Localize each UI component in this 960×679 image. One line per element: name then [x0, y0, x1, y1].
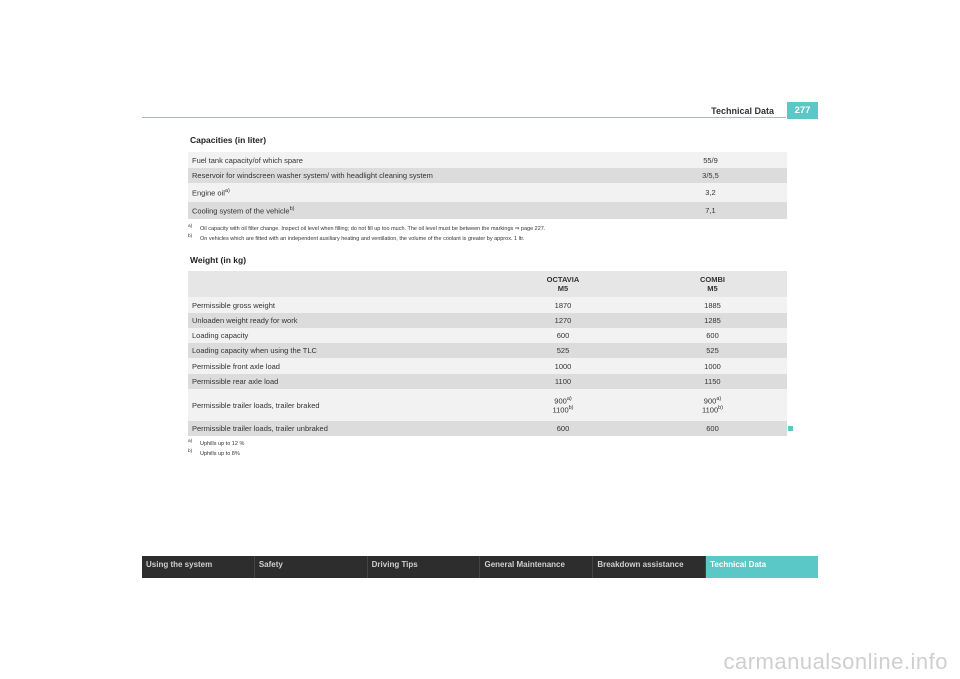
capacities-title: Capacities (in liter): [190, 135, 267, 145]
row-label: Permissible front axle load: [188, 358, 488, 374]
footnote-ref: a): [224, 187, 230, 194]
table-row: [188, 389, 787, 421]
footnote-mark: a): [188, 224, 193, 229]
column-header-line: M5: [557, 284, 569, 293]
row-value-combi: 600: [638, 421, 787, 436]
row-value-octavia: 1870: [488, 297, 638, 313]
row-value: 7,1: [634, 202, 787, 219]
value: 900: [554, 396, 567, 405]
header-empty-cell: [188, 271, 488, 297]
footnote-ref: a): [566, 395, 572, 402]
row-label: Loading capacity: [188, 328, 488, 343]
value: 900: [703, 396, 717, 405]
footer-tab-driving-tips[interactable]: Driving Tips: [368, 556, 481, 578]
row-label-cell: [188, 183, 634, 202]
value-line: [492, 396, 634, 406]
table-row: [188, 152, 787, 168]
row-label: Permissible rear axle load: [188, 374, 488, 389]
row-value-octavia: 1100: [488, 374, 638, 389]
row-value-octavia: 600: [488, 421, 638, 436]
footnote-text: Uphills up to 8%: [200, 451, 240, 457]
value: 1100: [552, 405, 569, 415]
row-label: Reservoir for windscreen washer system/ with headlight cleaning system: [188, 168, 634, 183]
row-label: Loading capacity when using the TLC: [188, 343, 488, 358]
row-value-combi: 600: [638, 328, 787, 343]
table-row: [188, 183, 787, 202]
row-value-octavia: 600: [488, 328, 638, 343]
value-line: [642, 405, 783, 415]
footnote-text: On vehicles which are fitted with an independent auxiliary heating and ventilation, the volume of the coolant is greater by approx. 1 ltr.: [200, 236, 525, 242]
row-label: Permissible trailer loads, trailer unbraked: [188, 421, 488, 436]
row-value-combi: 1150: [638, 374, 787, 389]
row-value: 3/5,5: [634, 168, 787, 183]
table-row: [188, 202, 787, 219]
footnote-ref: b): [568, 405, 574, 411]
footer-tab-using-the-system[interactable]: Using the system: [142, 556, 255, 578]
weight-table: [188, 271, 787, 436]
row-value-octavia: [488, 389, 638, 421]
footer-tab-safety[interactable]: Safety: [255, 556, 368, 578]
row-label: Unloaden weight ready for work: [188, 313, 488, 328]
row-value: 55/9: [634, 152, 787, 168]
table-row: [188, 374, 787, 389]
table-header-row: [188, 271, 787, 297]
footnote-mark: b): [188, 234, 193, 239]
footer-tab-general-maintenance[interactable]: General Maintenance: [480, 556, 593, 578]
row-label: Engine oil: [192, 188, 225, 198]
row-label: Cooling system of the vehicle: [192, 206, 290, 216]
row-value-octavia: 525: [488, 343, 638, 358]
row-value-combi: 525: [638, 343, 787, 358]
row-value: 3,2: [634, 183, 787, 202]
row-label: Permissible trailer loads, trailer braked: [188, 389, 488, 421]
row-label: Permissible gross weight: [188, 297, 488, 313]
table-row: [188, 297, 787, 313]
capacities-table: [188, 152, 787, 219]
page-number: 277: [787, 102, 818, 119]
table-row: [188, 358, 787, 374]
table-row: [188, 343, 787, 358]
value: 1100: [701, 405, 719, 415]
footnote-ref: b): [289, 205, 295, 212]
row-label-cell: [188, 202, 634, 219]
table-row: [188, 328, 787, 343]
value-line: [642, 396, 783, 406]
row-value-octavia: 1000: [488, 358, 638, 374]
footnote-text: Uphills up to 12 %: [200, 441, 245, 447]
column-header-line: OCTAVIA: [546, 275, 580, 284]
footer-tab-breakdown-assistance[interactable]: Breakdown assistance: [593, 556, 706, 578]
row-value-octavia: 1270: [488, 313, 638, 328]
footer-tab-technical-data[interactable]: Technical Data: [706, 556, 818, 578]
row-value-combi: 1285: [638, 313, 787, 328]
section-end-square-icon: [788, 426, 793, 431]
row-value-combi: 1885: [638, 297, 787, 313]
column-header-octavia: [488, 271, 638, 297]
column-header-line: COMBI: [700, 275, 725, 284]
table-row: [188, 168, 787, 183]
footnote-text: Oil capacity with oil filter change. Inspect oil level when filling; do not fill up too much. The oil level must be between the markings ⇒ page 227.: [200, 226, 546, 232]
footnote-ref: b): [718, 405, 724, 411]
footnote-mark: b): [188, 449, 193, 454]
watermark: carmanualsonline.info: [723, 649, 948, 674]
row-label: Fuel tank capacity/of which spare: [188, 152, 634, 168]
header-rule: [142, 117, 786, 118]
row-value-combi: [638, 389, 787, 421]
column-header-combi: [638, 271, 787, 297]
weight-title: Weight (in kg): [190, 255, 247, 265]
footnote-ref: a): [716, 395, 722, 402]
value-line: [492, 405, 634, 415]
column-header-line: M5: [707, 284, 718, 293]
footer-nav: [142, 556, 818, 578]
table-row: [188, 313, 787, 328]
footnote-mark: a): [188, 439, 193, 444]
row-value-combi: 1000: [638, 358, 787, 374]
page-section-title: Technical Data: [711, 106, 774, 116]
table-row: [188, 421, 787, 436]
